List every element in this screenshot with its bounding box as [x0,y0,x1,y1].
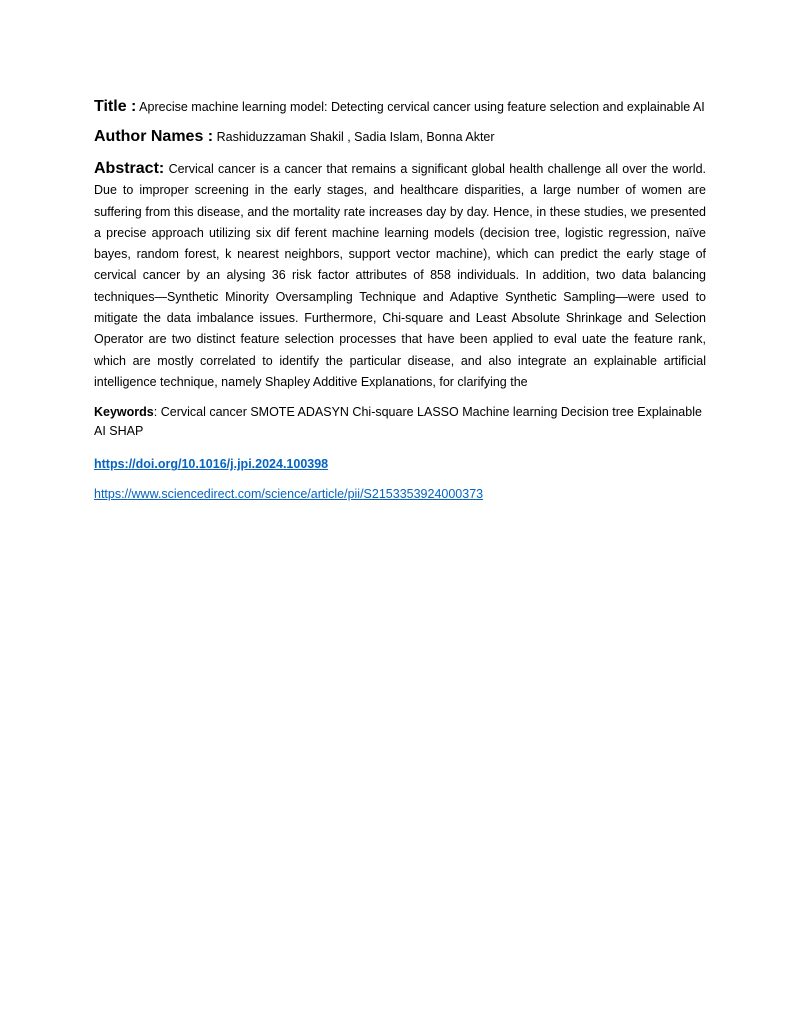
title-text: Aprecise machine learning model: Detecting cervical cancer using feature selection and explainable AI [139,100,705,114]
authors-block [94,126,706,148]
title-block [94,96,706,118]
authors-text: Rashiduzzaman Shakil , Sadia Islam, Bonna Akter [216,130,495,144]
keywords-separator: : [153,405,158,420]
keywords-text: Cervical cancer SMOTE ADASYN Chi-square LASSO Machine learning Decision tree Explainable AI SHAP [94,405,702,439]
abstract-text: Cervical cancer is a cancer that remains a significant global health challenge all over the world. Due to improper screening in the early stages, and healthcare disparities, a large number of women are suffering from this disease, and the mortality rate increases day by day. Hence, in these studies, we presented a precise approach utilizing six dif ferent machine learning models (decision tree, logistic regression, naïve bayes, random forest, k nearest neighbors, support vector machine), which can predict the early stage of cervical cancer by an alysing 36 risk factor attributes of 858 individuals. In addition, two data balancing techniques—Synthetic Minority Oversampling Technique and Adaptive Synthetic Sampling—were used to mitigate the data imbalance issues. Furthermore, Chi-square and Least Absolute Shrinkage and Selection Operator are two distinct feature selection processes that have been applied to eval uate the feature rank, which are mostly correlated to identify the particular disease, and also integrate an explainable artificial intelligence technique, namely Shapley Additive Explanations, for clarifying the [94,162,706,389]
abstract-label: Abstract: [94,160,165,177]
document-content [94,96,706,515]
sciencedirect-link[interactable]: https://www.sciencedirect.com/science/article/pii/S2153353924000373 [94,487,484,502]
abstract-block [94,158,706,393]
keywords-block [94,403,706,441]
title-label: Title : [94,98,137,115]
authors-label: Author Names : [94,128,214,145]
keywords-label: Keywords [94,405,154,420]
doi-link[interactable]: https://doi.org/10.1016/j.jpi.2024.100398 [94,457,329,472]
